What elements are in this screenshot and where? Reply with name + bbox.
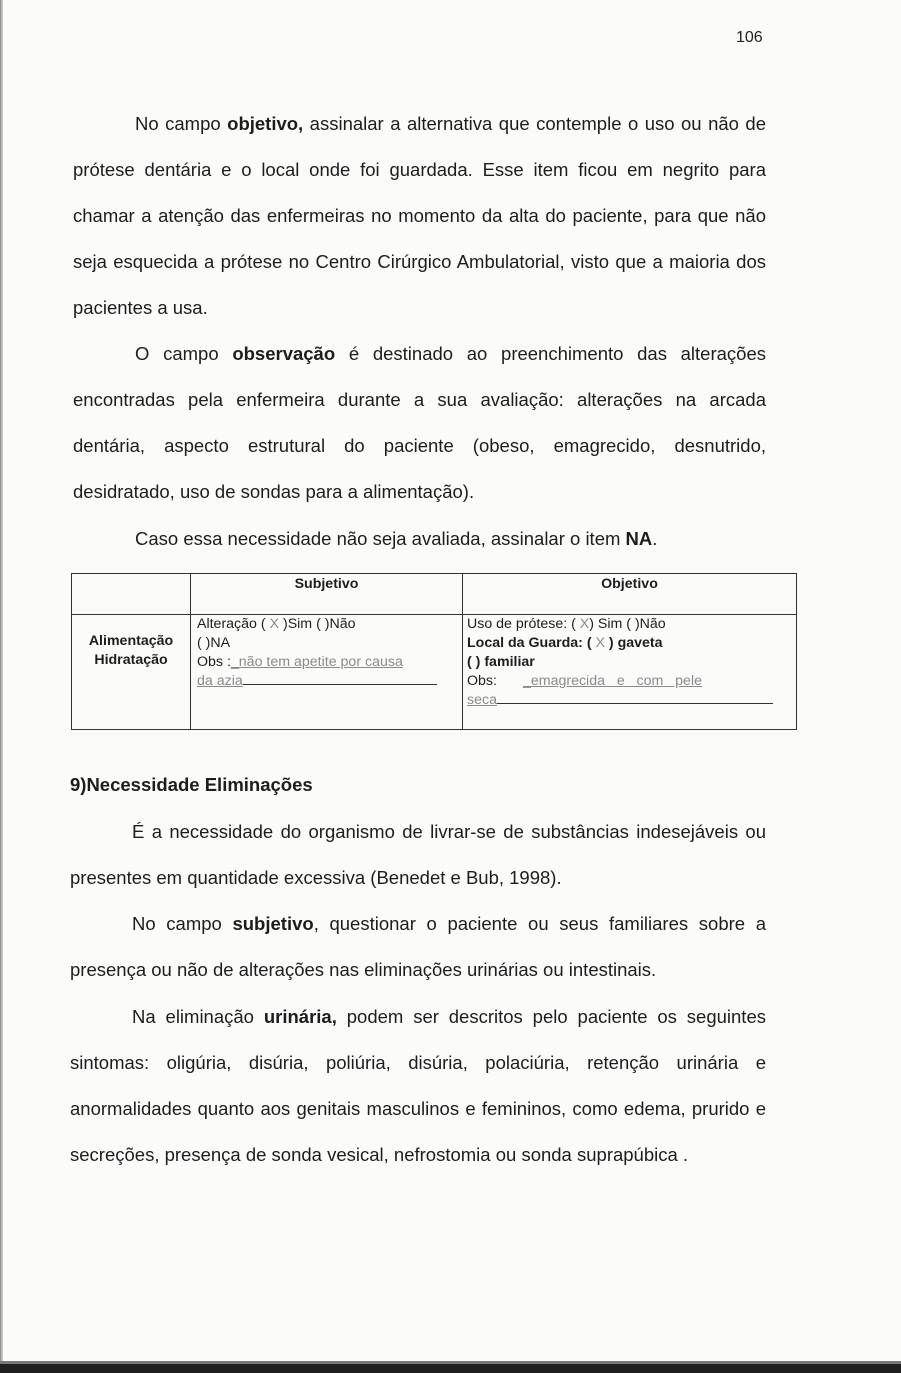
text: , questionar o paciente ou seus familiares sobre a presença ou não de alterações nas eliminações urinárias ou intestinais.	[70, 913, 766, 980]
na-option: ( )NA	[197, 635, 231, 651]
obs-line-2	[467, 691, 792, 710]
row-label	[72, 615, 191, 730]
page-number: 106	[736, 29, 763, 46]
obs-label: Obs :	[197, 654, 231, 670]
handwritten-obs: da azia	[197, 673, 243, 689]
text: podem ser descritos pelo paciente os seguintes sintomas: oligúria, disúria, poliúria, disúria, polaciúria, retenção urinária e anormalidades quanto aos genitais masculinos e femininos, como edema, prurido e secreções, presença de sonda vesical, nefrostomia ou sonda suprapúbica .	[70, 1006, 766, 1165]
obs-line	[197, 653, 458, 672]
paragraph-observacao	[73, 331, 766, 515]
paragraph-objetivo	[73, 101, 766, 331]
alteracao-line	[197, 615, 458, 634]
bold-term: NA	[625, 528, 653, 549]
subjective-cell	[191, 615, 463, 730]
text: Local da Guarda: (	[467, 635, 592, 651]
table-header-row	[72, 574, 797, 615]
blank-line	[497, 703, 773, 704]
table-header-objective: Objetivo	[463, 574, 797, 615]
paragraph-definition: É a necessidade do organismo de livrar-se de substâncias indesejáveis ou presentes em quantidade excessiva (Benedet e Bub, 1998).	[70, 821, 766, 888]
checkbox-mark: X	[591, 635, 609, 651]
text: No campo	[132, 913, 233, 934]
bold-term: objetivo,	[227, 113, 304, 134]
text: assinalar a alternativa que contemple o uso ou não de prótese dentária e o local onde foi guardada. Esse item ficou em negrito para chamar a atenção das enfermeiras no momento da alta do paciente, para que não seja esquecida a prótese no Centro Cirúrgico Ambulatorial, visto que a maioria dos pacientes a usa.	[73, 113, 766, 318]
obs-line	[467, 672, 792, 691]
text: O campo	[135, 343, 233, 364]
section-title: 9)Necessidade Eliminações	[70, 774, 313, 795]
handwritten-obs: _não tem apetite por causa	[230, 654, 403, 670]
text: é destinado ao preenchimento das alterações encontradas pela enfermeira durante a sua avaliação: alterações na arcada dentária, aspecto estrutural do paciente (obeso, emagrecido, desnutrido, desidratado, uso de sondas para a alimentação).	[73, 343, 766, 502]
text: .	[652, 528, 658, 549]
table-row	[72, 615, 797, 730]
bold-term: observação	[232, 343, 336, 364]
text: Alteração (	[197, 616, 266, 632]
assessment-form-table	[71, 573, 797, 730]
handwritten-obs: seca	[467, 692, 497, 708]
paragraph-urinaria	[70, 994, 766, 1178]
text: ) Sim ( )Não	[589, 616, 666, 632]
row-label-hidratacao: Hidratação	[94, 652, 168, 668]
protese-line	[467, 615, 792, 634]
handwritten-obs: _emagrecida e com pele	[522, 673, 702, 689]
obs-line-2	[197, 672, 458, 691]
guarda-line	[467, 634, 792, 653]
familiar-option: ( ) familiar	[467, 654, 535, 670]
objective-cell	[463, 615, 797, 730]
paragraph-na	[135, 528, 775, 550]
blank-line	[243, 684, 437, 685]
table-header-empty	[72, 574, 191, 615]
scan-bottom-edge	[0, 1361, 901, 1373]
row-label-alimentacao: Alimentação	[88, 633, 174, 649]
text: No campo	[135, 113, 228, 134]
obs-label: Obs:	[467, 673, 497, 689]
scan-left-edge	[0, 0, 3, 1373]
text: )Sim ( )Não	[282, 616, 356, 632]
paragraph-subjetivo	[70, 901, 766, 993]
checkbox-mark: X	[265, 616, 283, 632]
text: Caso essa necessidade não seja avaliada, assinalar o item	[135, 528, 626, 549]
bold-term: subjetivo	[232, 913, 314, 934]
text: ) gaveta	[608, 635, 663, 651]
table-header-subjective: Subjetivo	[191, 574, 463, 615]
bold-term: urinária,	[263, 1006, 337, 1027]
checkbox-mark: X	[575, 616, 590, 632]
text: Na eliminação	[132, 1006, 264, 1027]
text: Uso de prótese: (	[467, 616, 576, 632]
